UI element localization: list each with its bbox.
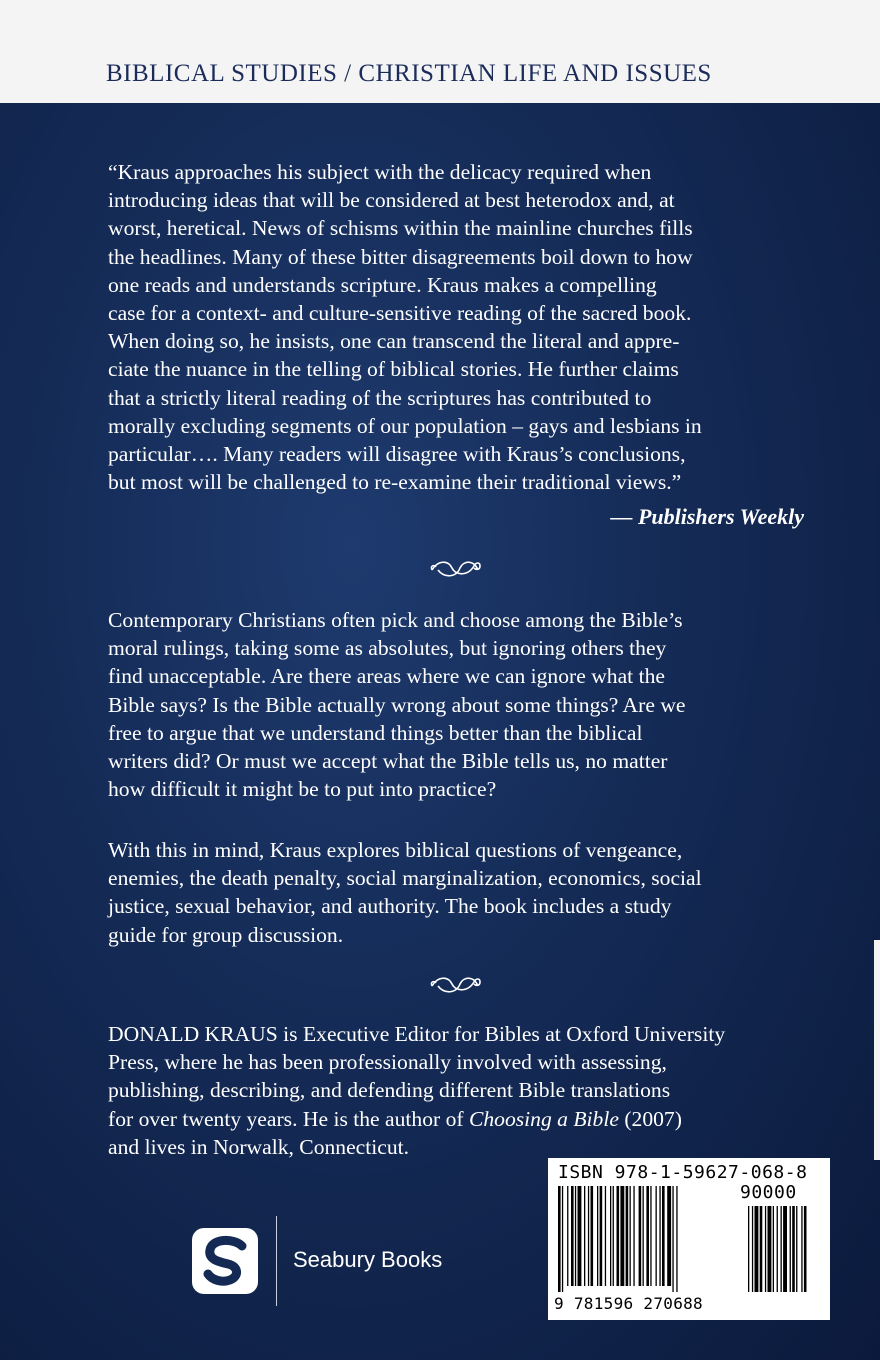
barcode-addon-bar [792, 1206, 795, 1292]
isbn-barcode [548, 1158, 830, 1320]
seabury-s-logo-icon [192, 1228, 258, 1294]
barcode-addon-bar [781, 1206, 782, 1292]
barcode-bar [630, 1186, 631, 1286]
author-line: Press, where he has been professionally involved with assessing, [108, 1050, 667, 1075]
barcode-bar [659, 1186, 660, 1286]
isbn-text: ISBN 978-1-59627-068-8 [558, 1162, 808, 1183]
barcode-addon-bar [796, 1206, 797, 1292]
book-title: Choosing a Bible [468, 1106, 619, 1131]
flourish-ornament-icon [428, 972, 484, 996]
author-line [108, 1105, 808, 1133]
author-line: publishing, describing, and defending different Bible translations [108, 1078, 671, 1103]
review-line: “Kraus approaches his subject with the delicacy required when [108, 160, 652, 184]
description-line: With this in mind, Kraus explores biblical questions of vengeance, [108, 838, 683, 862]
review-line: worst, heretical. News of schisms within the mainline churches fills [108, 216, 693, 241]
barcode-bar [562, 1186, 563, 1292]
barcode-bar [591, 1186, 594, 1286]
barcode-bar [620, 1186, 624, 1286]
description-paragraph-1 [108, 606, 808, 803]
barcode-bar [588, 1186, 589, 1286]
barcode-bar [667, 1186, 671, 1286]
barcode-bar [567, 1186, 568, 1286]
barcode-addon-bar [783, 1206, 787, 1292]
barcode-bar [584, 1186, 585, 1286]
barcode-bar [617, 1186, 620, 1286]
barcode-bar [639, 1186, 642, 1286]
review-line: but most will be challenged to re-examine their traditional views.” [108, 470, 682, 495]
barcode-bar [676, 1186, 677, 1292]
barcode-bar [605, 1186, 606, 1286]
barcode-addon-bar [773, 1206, 774, 1292]
barcode-addon-bar [760, 1206, 763, 1292]
book-year: (2007) [618, 1106, 682, 1131]
description-line: enemies, the death penalty, social marginalization, economics, social [108, 866, 702, 891]
barcode-bar [646, 1186, 649, 1286]
review-line: one reads and understands scripture. Kraus makes a compelling [108, 272, 657, 297]
barcode-addon-bar [790, 1206, 791, 1292]
barcode-bar [650, 1186, 651, 1286]
review-line: that a strictly literal reading of the scriptures has contributed to [108, 385, 652, 410]
barcode-bar [558, 1186, 561, 1292]
barcode-bar [610, 1186, 611, 1286]
barcode-bar [600, 1186, 603, 1286]
review-line: particular…. Many readers will disagree with Kraus’s conclusions, [108, 442, 686, 467]
barcode-addon-bar [765, 1206, 766, 1292]
barcode-addon-bar [801, 1206, 802, 1292]
barcode-bar [662, 1186, 665, 1286]
barcode-bars [556, 1186, 824, 1292]
review-quote [108, 158, 808, 496]
description-line: writers did? Or must we accept what the Bible tells us, no matter [108, 749, 668, 774]
barcode-bar [672, 1186, 673, 1292]
author-line: and lives in Norwalk, Connecticut. [108, 1134, 410, 1159]
description-line: Bible says? Is the Bible actually wrong about some things? Are we [108, 692, 686, 717]
description-line: guide for group discussion. [108, 922, 344, 947]
flourish-ornament-icon [428, 556, 484, 580]
barcode-addon-bar [777, 1206, 778, 1292]
description-paragraph-2 [108, 836, 808, 949]
barcode-bar [597, 1186, 598, 1286]
description-line: how difficult it might be to put into practice? [108, 777, 497, 802]
author-bio [108, 1020, 808, 1161]
barcode-bar [643, 1186, 644, 1286]
review-line: ciate the nuance in the telling of biblical stories. He further claims [108, 357, 679, 382]
edge-strip [874, 940, 880, 1160]
barcode-addon-bar [768, 1206, 772, 1292]
barcode-bar [571, 1186, 574, 1286]
barcode-bar [626, 1186, 629, 1286]
barcode-addon-bar [748, 1206, 749, 1292]
category-label: BIBLICAL STUDIES / CHRISTIAN LIFE AND ISSUES [106, 60, 712, 87]
barcode-bar [578, 1186, 582, 1286]
publisher-name: Seabury Books [293, 1247, 443, 1272]
review-line: morally excluding segments of our population – gays and lesbians in [108, 413, 702, 438]
review-line: When doing so, he insists, one can transcend the literal and appre- [108, 329, 680, 354]
price-code: 90000 [740, 1182, 797, 1203]
review-line: case for a context- and culture-sensitive reading of the sacred book. [108, 301, 692, 326]
barcode-bar [656, 1186, 657, 1286]
review-line: introducing ideas that will be considered at best heterodox and, at [108, 188, 675, 213]
author-line: DONALD KRAUS is Executive Editor for Bibles at Oxford University [108, 1022, 726, 1046]
barcode-addon-bar [804, 1206, 807, 1292]
review-line: the headlines. Many of these bitter disagreements boil down to how [108, 244, 693, 269]
barcode-bar [575, 1186, 576, 1286]
barcode-addon-bar [755, 1206, 759, 1292]
description-line: free to argue that we understand things better than the biblical [108, 720, 643, 745]
description-line: find unacceptable. Are there areas where we can ignore what the [108, 664, 665, 689]
barcode-bar [633, 1186, 634, 1286]
logo-divider [276, 1216, 277, 1306]
barcode-bar [613, 1186, 614, 1286]
description-line: moral rulings, taking some as absolutes, but ignoring others they [108, 636, 667, 661]
barcode-addon-bar [752, 1206, 753, 1292]
review-attribution: — Publishers Weekly [610, 504, 804, 529]
author-line-text: for over twenty years. He is the author of [108, 1106, 469, 1131]
category-banner [0, 0, 880, 103]
description-line: Contemporary Christians often pick and choose among the Bible’s [108, 608, 683, 632]
description-line: justice, sexual behavior, and authority. The book includes a study [108, 894, 672, 919]
barcode-digits: 9 781596 270688 [554, 1294, 703, 1313]
